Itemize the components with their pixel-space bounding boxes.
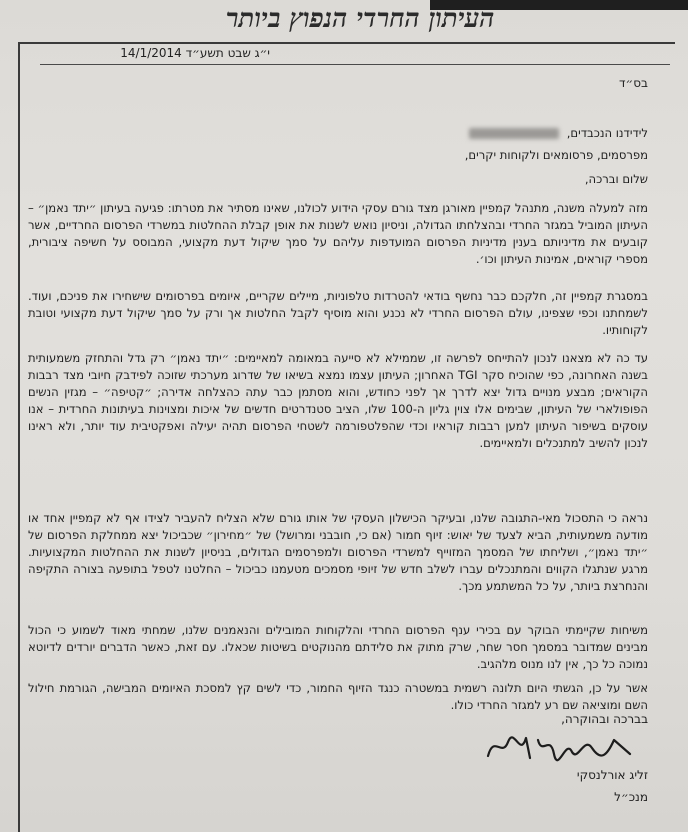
paragraph-6: אשר על כן, הגשתי היום תלונה רשמית במשטרה כנגד הזיוף החמור, כדי לשים קץ למסכת האיומים המבישה, הגורמת חילול השם ומוציאה שם רע למגזר החרדי כולו.	[28, 681, 648, 712]
paragraph-5: משיחות שקיימתי הבוקר עם בכירי ענף הפרסום החרדי והלקוחות המובילים והנאמנים שלנו, שמחתי מאוד לשמוע כי הכול מבינים שמדובר במסמך חסר שחר, שרק מתוק את סלידתם מהנוקטים בשיטות שכאלו. עם זאת, כאשר הדברים יורדים לדיוטא נמוכה כל כך, אין לנו מנוס מלהגיב.	[28, 623, 648, 671]
salutation-line-2	[465, 148, 648, 162]
paragraph-2: במסגרת קמפיין זה, חלקכם כבר נחשף בודאי להטרדות טלפוניות, מיילים שקריים, איומים בפרסומים שישחירו את פניכם, ועוד. לשמחתנו וכפי שצפינו, עולם הפרסום החרדי לא נכנע והוא מוסיף לקבל החלטות אך ורק על סמך שיקול דעת מקצועי וטובת לקוחותיו.	[28, 289, 648, 337]
salutation-line-1	[469, 126, 648, 140]
signer-title: מנכ״ל	[614, 790, 648, 804]
salutation-text-1: לידידנו הנכבדים,	[566, 126, 648, 140]
masthead-title: העיתון החרדי הנפוץ ביותר	[225, 4, 495, 34]
closing-blessing: בברכה ובהוקרה,	[561, 712, 648, 726]
signer-name: זליג אורלנסקי	[576, 768, 648, 782]
header-rule	[40, 64, 670, 65]
signature-mark	[480, 728, 640, 768]
salutation-line-3: שלום וברכה,	[584, 172, 648, 186]
paragraph-3: עד כה לא מצאנו לנכון להתייחס לפרשה זו, שממילא לא סייעה במאומה למאיימים: ״יתד נאמן״ רק גדל והתחזק משמעותית בשנה האחרונה, כפי שהוכיח סקר TGI האחרון; העיתון עצמו נמצא בשיאו של שדרוג מערכתי שזוכה לפידבק חיובי מצד רבבות הקוראים; מבצע מנויים גדול יצא לדרך אך לפני כחודש, והוא מסתמן כבר עתה כהצלחה אדירה; ״קטיפה״ – מגזין הנשים הפופולארי של העיתון, שבימים אלו צוין גליון ה-100 שלו, הציב סטנדרטים חדשים של איכות ומצוינות בעיתונות החרדית – אנו עוסקים בשיפור העיתון למען רבבות קוראיו וכדי שהפלטפורמה לשטחי הפרסום תהיה יעילה ואפקטיבית עוד יותר, ולא ראינו לנכון להשיב למתנכלים ולמאיימים.	[28, 351, 649, 450]
paragraph-1: מזה למעלה משנה, מתנהל קמפיין מאורגן מצד גורם עסקי הידוע לכולנו, שאינו מסתיר את מטרתו: פגיעה בעיתון ״יתד נאמן״ – העיתון המוביל במגזר החרדי ובהצלחתו הגדולה, וניסיון נואש לשנות את אופן קבלת ההחלטות במשרדי הפרסום החרדיים, אשר קובעים את מדיניותם בענין מדיניות הפרסום המועדפות עליהם על סמך שיקול דעת מקצועי, המבוסס על חשיפה ציבורית, מספרי קוראים, אמינות העיתון וכו׳.	[28, 201, 648, 266]
paragraph-4: נראה כי התסכול מאי-התגובה שלנו, ובעיקר הכישלון העסקי של אותו גורם שלא הצליח להעביר לצידו אף לא קמפיין אחד או מודעה משמעותית, הביא לצעד של יאוש: זיוף חמור (אם כי, חובבני ומרושל) של ״מחירון״ שכביכול יצא ממחלקת הפרסום של ״יתד נאמן״, ושליחתו של המסמך המזוייף למשרדי הפרסום ולמפרסמים הגדולים, בניסיון לשנות את ההחלטות המקצועיות. מרגע שנתגלו הקווים והמתנכלים עברו לשלב חדש של זיופי מסמכים מטעמנו כביכול – החלטנו לטפל בתופעה בצורה התקיפה והנחרצת ביותר, על כל המשתמע מכך.	[28, 511, 648, 593]
letter-date: י״ג שבט תשע״ד 14/1/2014	[120, 46, 270, 60]
bsd-mark: בס״ד	[618, 76, 648, 90]
salutation-text-2: מפרסמים, פרסומאים ולקוחות יקרים,	[464, 148, 648, 162]
redacted-block	[469, 128, 559, 139]
